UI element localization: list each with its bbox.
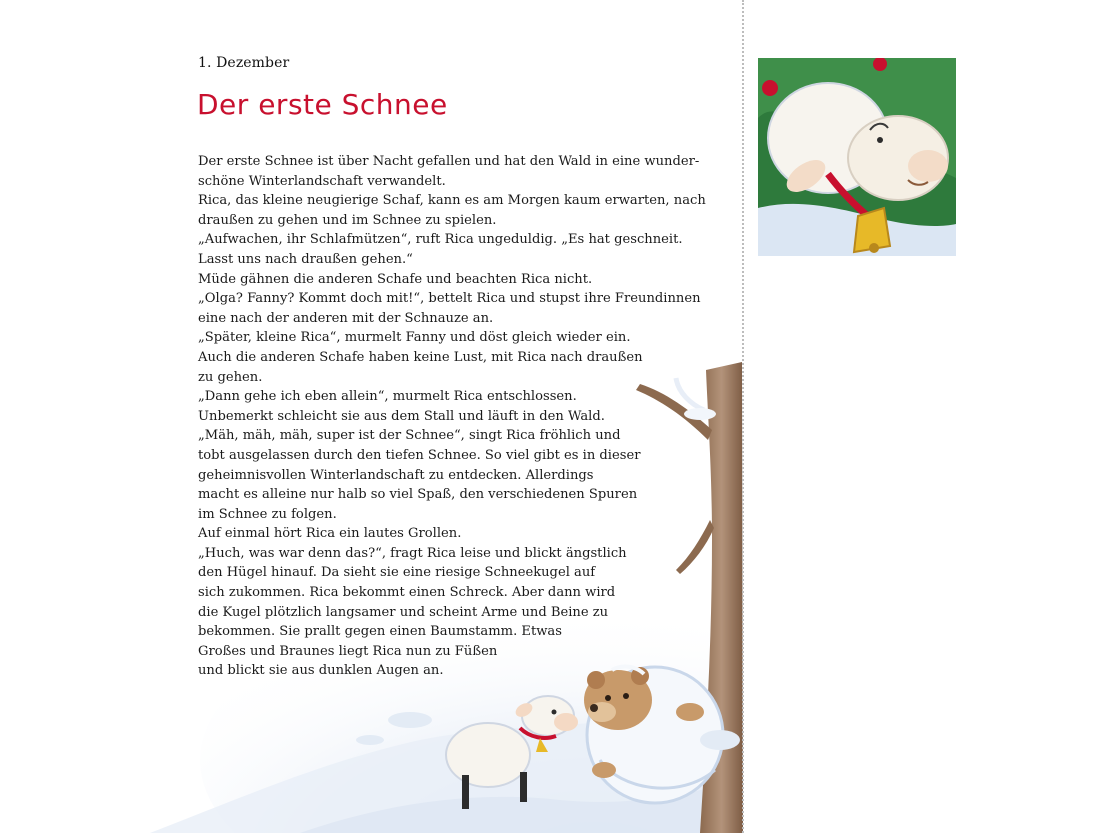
story-line: eine nach der anderen mit der Schnauze an. <box>198 310 494 326</box>
story-line: Rica, das kleine neugierige Schaf, kann es am Morgen kaum erwarten, nach <box>198 193 706 209</box>
story-line: Der erste Schnee ist über Nacht gefallen und hat den Wald in eine wunder- <box>198 154 700 169</box>
story-line: geheimnisvollen Winterlandschaft zu entdecken. Allerdings <box>198 467 594 483</box>
story-line: bekommen. Sie prallt gegen einen Baumstamm. Etwas <box>198 624 562 640</box>
story-line: sich zukommen. Rica bekommt einen Schreck. Aber dann wird <box>198 585 616 601</box>
story-line: Unbemerkt schleicht sie aus dem Stall und läuft in den Wald. <box>198 408 605 424</box>
date-heading: 1. Dezember <box>198 55 290 71</box>
bear-snowball <box>584 667 723 803</box>
story-line: „Dann gehe ich eben allein“, murmelt Rica entschlossen. <box>198 389 577 405</box>
story-line: Lasst uns nach draußen gehen.“ <box>198 251 413 267</box>
story-line: „Aufwachen, ihr Schlafmützen“, ruft Rica ungeduldig. „Es hat geschneit. <box>198 232 683 248</box>
story-line: „Huch, was war denn das?“, fragt Rica leise und blickt ängstlich <box>198 545 627 561</box>
story-title: Der erste Schnee <box>197 88 448 121</box>
story-line: schöne Winterlandschaft verwandelt. <box>198 173 446 189</box>
story-line: draußen zu gehen und im Schnee zu spielen. <box>198 212 497 228</box>
story-line: im Schnee zu folgen. <box>198 506 337 522</box>
story-line: „Später, kleine Rica“, murmelt Fanny und döst gleich wieder ein. <box>198 330 631 346</box>
story-line: Auf einmal hört Rica ein lautes Grollen. <box>198 526 462 542</box>
story-line: „Mäh, mäh, mäh, super ist der Schnee“, singt Rica fröhlich und <box>198 428 621 444</box>
rica-portrait-image <box>758 58 956 256</box>
story-line: „Olga? Fanny? Kommt doch mit!“, bettelt Rica und stupst ihre Freundinnen <box>198 291 701 307</box>
story-line: die Kugel plötzlich langsamer und scheint Arme und Beine zu <box>198 604 609 620</box>
story-line: Müde gähnen die anderen Schafe und beachten Rica nicht. <box>198 271 593 287</box>
story-line: Auch die anderen Schafe haben keine Lust, mit Rica nach draußen <box>198 349 643 365</box>
story-line: und blickt sie aus dunklen Augen an. <box>198 663 444 679</box>
story-line: macht es alleine nur halb so viel Spaß, den verschiedenen Spuren <box>198 487 638 503</box>
story-line: den Hügel hinauf. Da sieht sie eine riesige Schneekugel auf <box>198 565 596 581</box>
story-line: zu gehen. <box>198 369 263 385</box>
story-line: tobt ausgelassen durch den tiefen Schnee. So viel gibt es in dieser <box>198 447 641 463</box>
story-text <box>198 152 728 681</box>
page-fold-divider <box>742 0 744 833</box>
story-line: Großes und Braunes liegt Rica nun zu Füßen <box>198 643 498 659</box>
